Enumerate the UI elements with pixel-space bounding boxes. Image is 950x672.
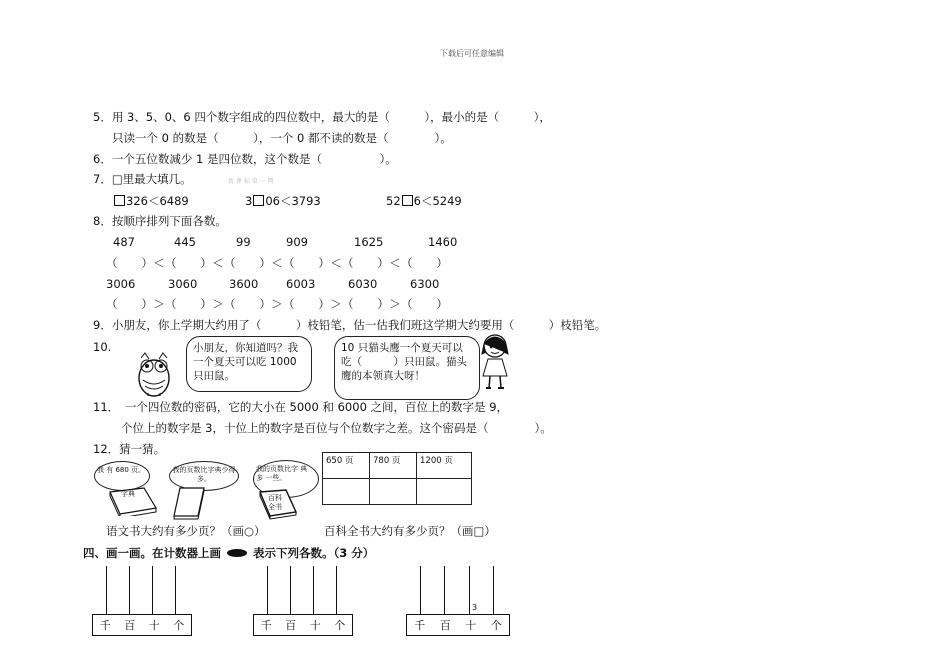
book-speech-bubble: 我的页数比字典少得多。: [169, 461, 239, 491]
answer-cell[interactable]: [370, 479, 417, 505]
q8-number: 1625: [354, 235, 384, 249]
q12-title: 12．猜一猜。: [93, 442, 166, 456]
blank-square[interactable]: [402, 195, 413, 206]
watermark: 新 课 标 第 一 网: [228, 178, 274, 185]
place-label: 个: [490, 619, 502, 632]
place-label: 百: [124, 619, 136, 632]
page-header: 下载后可任意编辑: [440, 49, 504, 58]
q8-number: 6300: [410, 277, 440, 291]
q8-number: 6030: [348, 277, 378, 291]
place-label: 十: [148, 619, 160, 632]
place-label: 千: [414, 619, 426, 632]
place-label: 十: [465, 619, 477, 632]
q9-text: 9．小朋友，你上学期大约用了（ ）枝铅笔，估一估我们班这学期大约要用（ ）枝铅笔。: [93, 318, 607, 332]
q12-question-right: 百科全书大约有多少页？（画□）: [324, 524, 496, 538]
q8-number: 3060: [168, 277, 198, 291]
girl-speech-bubble: 10 只猫头鹰一个夏天可以吃（ ）只田鼠。猫头鹰的本领真大呀！: [334, 336, 480, 400]
table-header-cell: 650 页: [323, 453, 370, 479]
q5-line1: 5．用 3、5、0、6 四个数字组成的四位数中，最大的是（ ），最小的是（ ），: [93, 110, 551, 124]
q11-line2: 个位上的数字是 3，十位上的数字是百位与个位数字之差。这个密码是（ ）。: [121, 421, 552, 435]
q8-number: 909: [286, 235, 308, 249]
q8-compare-row2: （ ）＞（ ）＞（ ）＞（ ）＞（ ）＞（ ）: [106, 297, 449, 311]
q11-line1: 11． 一个四位数的密码，它的大小在 5000 和 6000 之间，百位上的数字是 9，: [93, 400, 509, 414]
book-speech-bubble: 我的页数比字 典 多 一些。: [253, 460, 319, 498]
place-label: 个: [173, 619, 185, 632]
abacus-counter[interactable]: [253, 566, 353, 636]
q12-question-left: 语文书大约有多少页？（画○）: [106, 524, 266, 538]
blank-square[interactable]: [253, 195, 264, 206]
blank-square[interactable]: [114, 195, 125, 206]
q7-item-1: 326＜6489: [113, 194, 189, 208]
q8-title: 8．按顺序排列下面各数。: [93, 214, 227, 228]
place-label: 千: [99, 619, 111, 632]
q8-number: 3006: [106, 277, 136, 291]
q8-number: 445: [174, 235, 196, 249]
book-icon: [172, 486, 212, 520]
bead-icon: [227, 549, 247, 557]
q7-item-2: 3 06＜3793: [245, 194, 321, 208]
place-label: 千: [260, 619, 272, 632]
book-label: 百科全书: [268, 494, 282, 511]
pages-table: [322, 452, 472, 505]
q7-title: 7．□里最大填几。: [93, 172, 192, 186]
q8-compare-row1: （ ）＜（ ）＜（ ）＜（ ）＜（ ）＜（ ）: [106, 256, 449, 270]
place-label: 个: [334, 619, 346, 632]
owl-icon: [133, 350, 175, 398]
abacus-counter[interactable]: [406, 566, 510, 636]
book-speech-bubble: 我 有 680 页。: [94, 461, 150, 491]
q8-number: 6003: [286, 277, 316, 291]
q8-number: 487: [113, 235, 135, 249]
book-label: 字典: [121, 490, 135, 498]
q5-line2: 只读一个 0 的数是（ ），一个 0 都不读的数是（ ）。: [112, 131, 452, 145]
q8-number: 3600: [229, 277, 259, 291]
owl-speech-bubble: 小朋友，你知道吗？我一个夏天可以吃 1000 只田鼠。: [186, 336, 312, 392]
place-label: 百: [285, 619, 297, 632]
q8-number: 1460: [428, 235, 458, 249]
table-header-cell: 1200 页: [417, 453, 472, 479]
q8-number: 99: [236, 235, 251, 249]
place-label: 十: [309, 619, 321, 632]
q7-item-3: 52 6＜5249: [386, 194, 462, 208]
answer-cell[interactable]: [417, 479, 472, 505]
sec4-title: 四、画一画。在计数器上画 表示下列各数。（3 分）: [83, 546, 375, 560]
abacus-counter[interactable]: [92, 566, 192, 636]
q6-text: 6．一个五位数减少 1 是四位数，这个数是（ ）。: [93, 152, 397, 166]
place-label: 百: [439, 619, 451, 632]
answer-cell[interactable]: [323, 479, 370, 505]
q10-number: 10.: [93, 340, 112, 354]
girl-icon: [478, 332, 512, 392]
table-header-cell: 780 页: [370, 453, 417, 479]
page-number: 3: [472, 603, 478, 612]
